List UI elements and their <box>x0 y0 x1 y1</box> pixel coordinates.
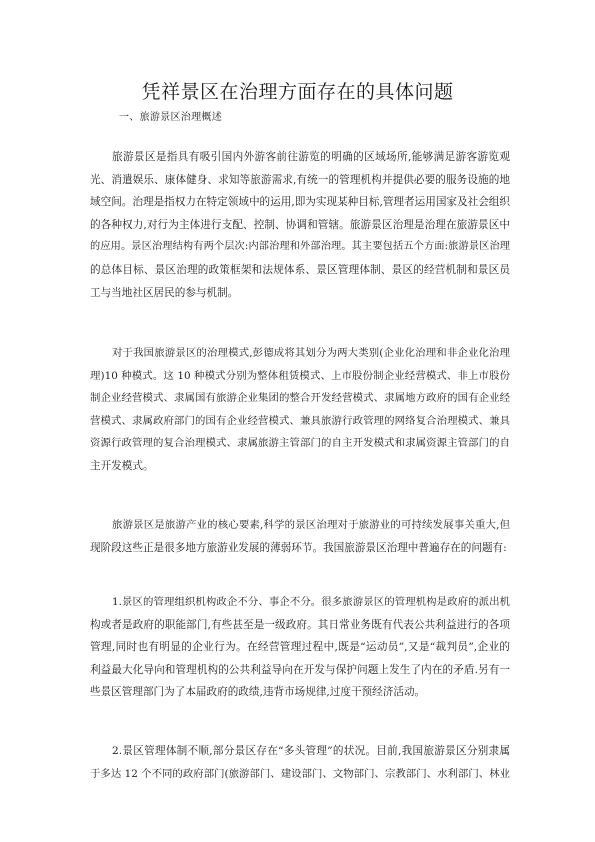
paragraph-line: 2.景区管理体制不顺,部分景区存在“多头管理”的状况。目前,我国旅游景区分别隶属 <box>112 745 510 757</box>
paragraph-line: 些景区管理部门为了本届政府的政绩,违背市场规律,过度干预经济活动。 <box>90 686 426 699</box>
paragraph-line: 资源行政管理的复合治理模式、隶属旅游主管部门的自主开发模式和隶属资源主管部门的自 <box>90 437 510 450</box>
paragraph-line: 1.景区的管理组织机构政企不分、事企不分。很多旅游景区的管理机构是政府的派出机 <box>112 596 510 608</box>
paragraph-line: 的总体目标、景区治理的政策框架和法规体系、景区管理体制、景区的经营机制和景区员 <box>90 263 510 276</box>
paragraph-line: 利益最大化导向和管理机构的公共利益导向在开发与保护问题上发生了内在的矛盾.另有一 <box>90 663 510 676</box>
section-heading: 一、旅游景区治理概述 <box>119 112 222 123</box>
paragraph-line: 旅游景区是旅游产业的核心要素,科学的景区治理对于旅游业的可持续发展事关重大,但 <box>112 519 510 531</box>
paragraph-line: 对于我国旅游景区的治理模式,彭德成将其划分为两大类别(企业化治理和非企业化治理 <box>112 347 510 359</box>
paragraph-line: 构或者是政府的职能部门,有些甚至是一级政府。其日常业务既有代表公共利益进行的各项 <box>90 618 510 631</box>
paragraph-line: 域空间。治理是指权力在特定领域中的运用,即为实现某种目标,管理者运用国家及社会组织 <box>90 196 510 209</box>
paragraph-core-element <box>90 514 510 559</box>
paragraph-line: 理)10 种模式。这 10 种模式分别为整体租赁模式、上市股份制企业经营模式、非上市股份 <box>90 369 510 382</box>
document-title: 凭祥景区在治理方面存在的具体问题 <box>141 81 454 103</box>
paragraph-line: 旅游景区是指具有吸引国内外游客前往游览的明确的区域场所,能够满足游客游览观 <box>112 151 510 163</box>
paragraph-line: 工与当地社区居民的参与机制。 <box>90 286 239 299</box>
paragraph-scenic-area-definition <box>90 146 510 304</box>
paragraph-line: 管理,同时也有明显的企业行为。在经营管理过程中,既是“运动员”,又是“裁判员”,企业的 <box>90 641 510 654</box>
paragraph-governance-models <box>90 342 510 478</box>
paragraph-line: 光、消遣娱乐、康体健身、求知等旅游需求,有统一的管理机构并提供必要的服务设施的地 <box>90 173 510 186</box>
paragraph-line: 的各种权力,对行为主体进行支配、控制、协调和管辖。旅游景区治理是治理在旅游景区中 <box>90 218 510 231</box>
paragraph-line: 的应用。景区治理结构有两个层次:内部治理和外部治理。其主要包括五个方面:旅游景区治理 <box>90 241 510 253</box>
paragraph-line: 于多达 12 个不同的政府部门(旅游部门、建设部门、文物部门、宗教部门、水利部门、林业 <box>90 767 510 780</box>
paragraph-issue-1 <box>90 591 510 704</box>
paragraph-line: 制企业经营模式、隶属国有旅游企业集团的整合开发经营模式、隶属地方政府的国有企业经 <box>90 392 510 405</box>
paragraph-issue-2 <box>90 740 510 785</box>
paragraph-line: 主开发模式。 <box>90 459 154 472</box>
paragraph-line: 现阶段这些正是很多地方旅游业发展的薄弱环节。我国旅游景区治理中普遍存在的问题有: <box>90 541 507 554</box>
paragraph-line: 营模式、隶属政府部门的国有企业经营模式、兼具旅游行政管理的网络复合治理模式、兼具 <box>90 414 510 427</box>
